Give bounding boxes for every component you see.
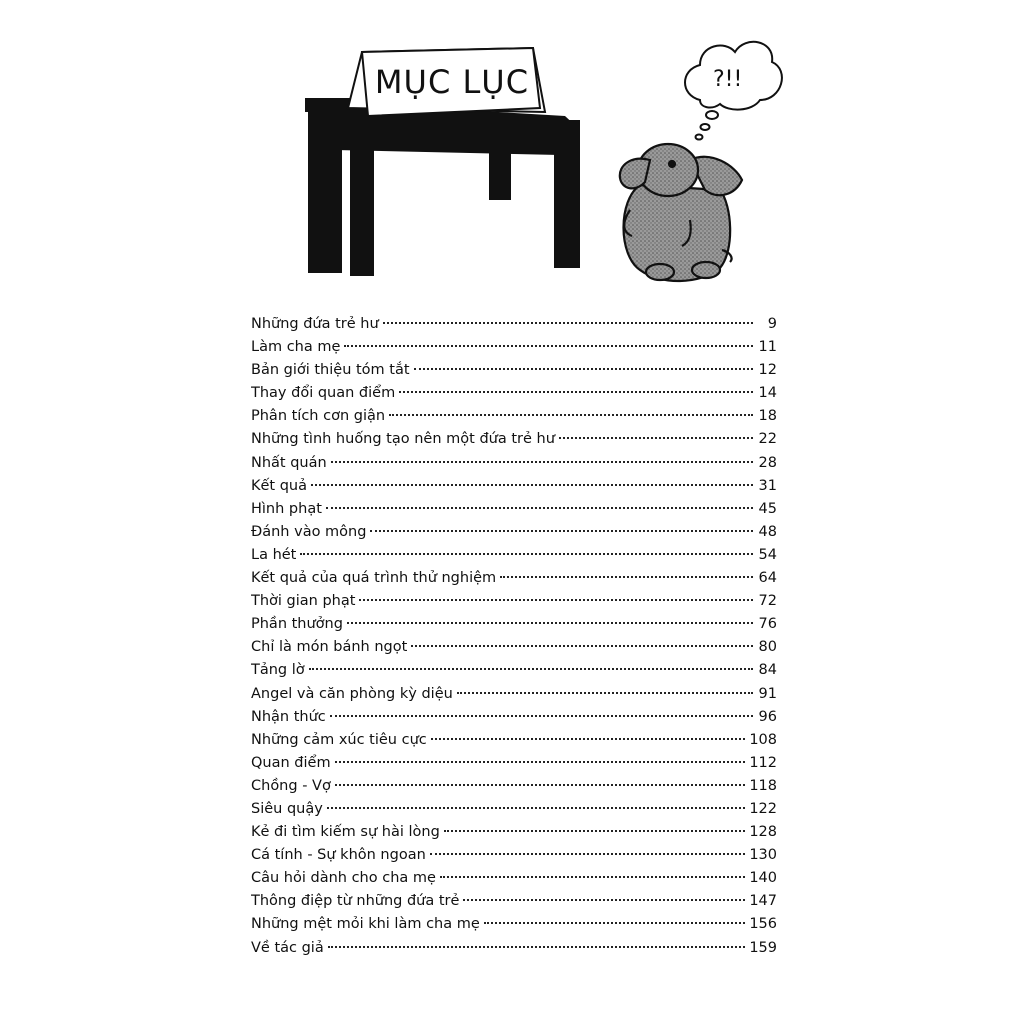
- toc-entry-title: Nhất quán: [251, 454, 327, 471]
- toc-entry: [251, 867, 777, 890]
- toc-entry-title: Siêu quậy: [251, 800, 323, 817]
- toc-leader-dots: [331, 461, 753, 463]
- toc-entry: [251, 821, 777, 844]
- toc-entry: [251, 359, 777, 382]
- toc-leader-dots: [335, 784, 745, 786]
- toc-entry: [251, 890, 777, 913]
- toc-entry-page: 130: [749, 847, 777, 864]
- toc-entry: [251, 313, 777, 336]
- toc-entry: [251, 659, 777, 682]
- toc-entry-title: Angel và căn phòng kỳ diệu: [251, 685, 453, 702]
- toc-entry-title: Kết quả: [251, 477, 308, 494]
- toc-entry-page: 96: [758, 708, 777, 725]
- toc-entry-page: 45: [758, 500, 777, 517]
- toc-entry-title: Đánh vào mông: [251, 523, 367, 540]
- toc-entry-title: Phần thưởng: [251, 616, 343, 633]
- toc-entry-title: Kẻ đi tìm kiếm sự hài lòng: [251, 824, 440, 841]
- toc-leader-dots: [500, 576, 753, 578]
- toc-entry: [251, 521, 777, 544]
- toc-entry-title: Phân tích cơn giận: [251, 408, 386, 425]
- toc-entry: [251, 798, 777, 821]
- toc-leader-dots: [370, 530, 753, 532]
- toc-leader-dots: [335, 761, 746, 763]
- table-of-contents: [251, 313, 777, 960]
- toc-leader-dots: [463, 899, 745, 901]
- toc-entry-title: Những mệt mỏi khi làm cha mẹ: [251, 916, 480, 933]
- toc-entry-page: 76: [758, 616, 777, 633]
- toc-entry-title: Chỉ là món bánh ngọt: [251, 639, 408, 656]
- toc-entry-title: Câu hỏi dành cho cha mẹ: [251, 870, 436, 887]
- toc-entry-page: 156: [749, 916, 777, 933]
- toc-entry-page: 18: [758, 408, 777, 425]
- toc-leader-dots: [328, 946, 746, 948]
- toc-leader-dots: [440, 876, 745, 878]
- toc-leader-dots: [359, 599, 753, 601]
- toc-entry-title: Bản giới thiệu tóm tắt: [251, 362, 410, 379]
- toc-entry-page: 128: [749, 824, 777, 841]
- toc-entry-title: Những cảm xúc tiêu cực: [251, 731, 427, 748]
- toc-leader-dots: [484, 922, 746, 924]
- toc-entry: [251, 405, 777, 428]
- toc-entry-page: 80: [758, 639, 777, 656]
- toc-leader-dots: [411, 645, 753, 647]
- toc-entry: [251, 382, 777, 405]
- toc-entry: [251, 913, 777, 936]
- toc-entry-title: Thời gian phạt: [251, 593, 356, 610]
- toc-entry-title: Tảng lờ: [251, 662, 305, 679]
- toc-entry-page: 140: [749, 870, 777, 887]
- toc-entry: [251, 636, 777, 659]
- toc-leader-dots: [309, 668, 753, 670]
- toc-leader-dots: [347, 622, 753, 624]
- toc-leader-dots: [311, 484, 753, 486]
- toc-leader-dots: [431, 738, 746, 740]
- toc-entry-page: 122: [749, 800, 777, 817]
- toc-leader-dots: [327, 807, 745, 809]
- toc-entry: [251, 729, 777, 752]
- toc-leader-dots: [300, 553, 753, 555]
- toc-entry: [251, 683, 777, 706]
- thought-text: ?!!: [713, 67, 743, 92]
- toc-entry: [251, 475, 777, 498]
- toc-entry-title: Kết quả của quá trình thử nghiệm: [251, 570, 497, 587]
- toc-leader-dots: [326, 507, 753, 509]
- toc-entry-page: 72: [758, 593, 777, 610]
- toc-leader-dots: [444, 830, 746, 832]
- toc-entry-title: Làm cha mẹ: [251, 339, 341, 356]
- toc-entry: [251, 336, 777, 359]
- toc-leader-dots: [559, 437, 753, 439]
- toc-leader-dots: [389, 414, 753, 416]
- toc-leader-dots: [330, 715, 753, 717]
- toc-entry-title: Những tình huống tạo nên một đứa trẻ hư: [251, 431, 555, 448]
- toc-entry-page: 48: [758, 523, 777, 540]
- toc-entry: [251, 498, 777, 521]
- toc-entry-page: 84: [758, 662, 777, 679]
- header-illustration: [0, 0, 1024, 300]
- toc-entry-title: Về tác giả: [251, 939, 324, 956]
- toc-entry-title: Những đứa trẻ hư: [251, 316, 379, 332]
- toc-entry-title: Nhận thức: [251, 708, 326, 725]
- toc-leader-dots: [399, 391, 753, 393]
- toc-entry-page: 14: [758, 385, 777, 402]
- toc-entry-page: 9: [767, 316, 777, 332]
- toc-entry-title: Cá tính - Sự khôn ngoan: [251, 847, 426, 864]
- toc-entry: [251, 775, 777, 798]
- toc-entry-title: Chồng - Vợ: [251, 777, 331, 794]
- page-title: MỤC LỤC: [374, 63, 530, 101]
- toc-entry-page: 159: [749, 939, 777, 956]
- toc-entry-page: 91: [758, 685, 777, 702]
- toc-entry: [251, 937, 777, 960]
- toc-entry-page: 22: [758, 431, 777, 448]
- toc-entry-page: 31: [758, 477, 777, 494]
- toc-entry: [251, 544, 777, 567]
- toc-entry: [251, 613, 777, 636]
- toc-entry-page: 147: [749, 893, 777, 910]
- toc-entry-page: 118: [749, 777, 777, 794]
- toc-entry-page: 28: [758, 454, 777, 471]
- toc-leader-dots: [457, 692, 753, 694]
- toc-entry-page: 54: [758, 546, 777, 563]
- toc-entry: [251, 706, 777, 729]
- toc-entry-page: 112: [749, 754, 777, 771]
- toc-entry: [251, 590, 777, 613]
- toc-entry-title: Quan điểm: [251, 754, 331, 771]
- toc-leader-dots: [430, 853, 746, 855]
- toc-entry: [251, 752, 777, 775]
- desk-icon: [305, 98, 580, 276]
- toc-leader-dots: [383, 322, 753, 324]
- toc-leader-dots: [344, 345, 753, 347]
- toc-entry-title: Thay đổi quan điểm: [251, 385, 396, 402]
- toc-leader-dots: [414, 368, 753, 370]
- elephant-icon: [620, 144, 742, 281]
- toc-entry-title: La hét: [251, 546, 297, 563]
- toc-entry-page: 108: [749, 731, 777, 748]
- toc-entry-page: 11: [758, 339, 777, 356]
- toc-entry-title: Thông điệp từ những đứa trẻ: [251, 893, 460, 910]
- toc-entry-page: 12: [758, 362, 777, 379]
- toc-entry-page: 64: [758, 570, 777, 587]
- toc-entry: [251, 428, 777, 451]
- toc-entry-title: Hình phạt: [251, 500, 322, 517]
- toc-entry: [251, 567, 777, 590]
- toc-entry: [251, 452, 777, 475]
- toc-entry: [251, 844, 777, 867]
